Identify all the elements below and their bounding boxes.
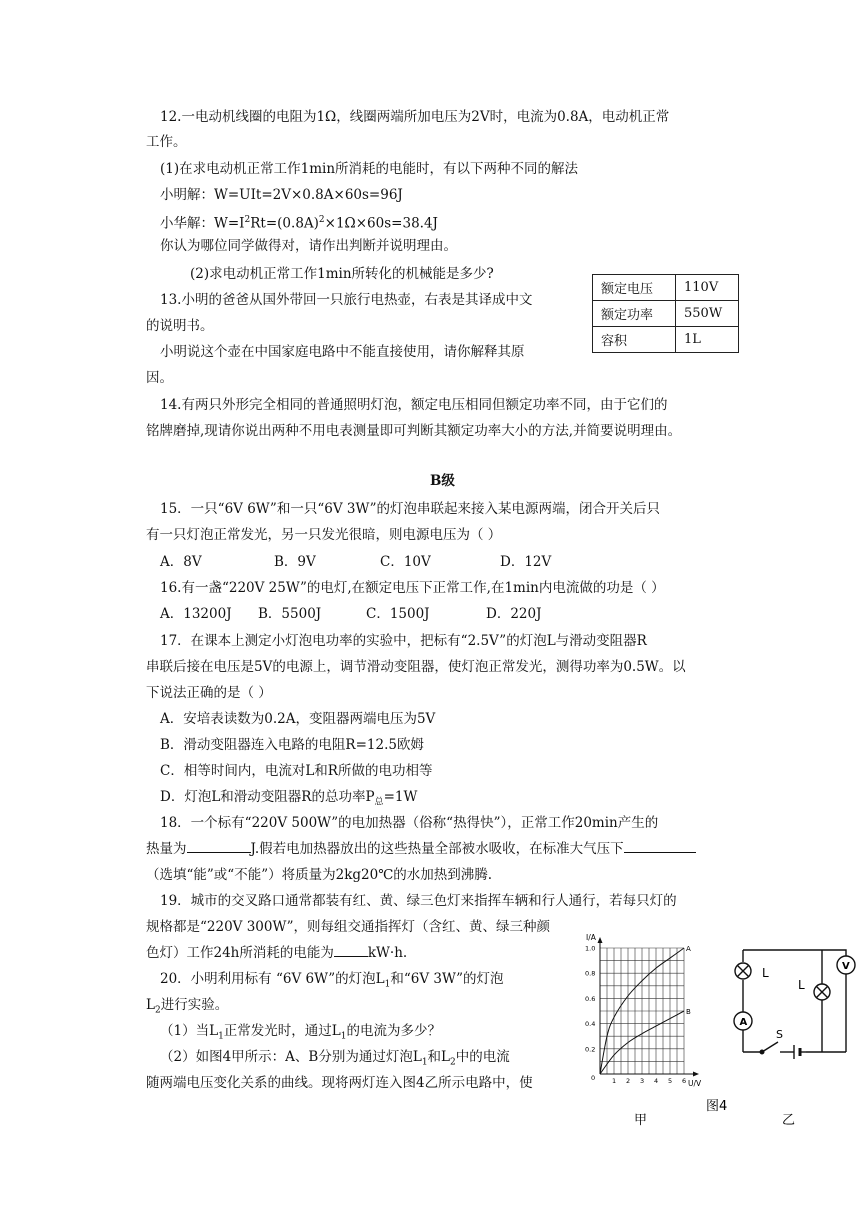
answer-blank[interactable] — [624, 840, 696, 853]
x-axis-arrow-icon — [693, 1072, 699, 1077]
x-tick-label: 5 — [668, 1077, 673, 1085]
q17-line3: 下说法正确的是（ ） — [146, 685, 272, 701]
y-tick-label: 0.8 — [585, 969, 596, 978]
voltmeter-label: V — [842, 961, 850, 972]
q18-line1: 18．一个标有“220V 500W”的电加热器（俗称“热得快”），正常工作20min产生的 — [160, 815, 659, 831]
q18-line2: 热量为 J.假若电加热器放出的这些热量全部被水吸收，在标准大气压下 — [146, 840, 696, 858]
iv-graph — [585, 933, 702, 1088]
circuit-diagram — [734, 950, 855, 1059]
q13-line3: 小明说这个壶在中国家庭电路中不能直接使用，请你解释其原 — [160, 344, 525, 360]
q15-line1: 15．一只“6V 6W”和一只“6V 3W”的灯泡串联起来接入某电源两端，闭合开关后只 — [160, 501, 660, 517]
y-tick-label: 1.0 — [585, 944, 596, 953]
switch-label: S — [776, 1028, 783, 1041]
x-axis-label: U/V — [688, 1079, 702, 1088]
y-tick-label: 0.4 — [585, 1020, 596, 1029]
q20-line1: 20．小明利用标有 “6V 6W”的灯泡$L_1$和“6V 3W”的灯泡 — [160, 971, 504, 990]
q17-line1: 17．在课本上测定小灯泡电功率的实验中，把标有“2.5V”的灯泡L与滑动变阻器R — [160, 633, 647, 649]
spec-key: 容积 — [593, 327, 676, 353]
lamp-l1-label: L — [762, 966, 769, 980]
q14-line2: 铭牌磨掉,现请你说出两种不用电表测量即可判断其额定功率大小的方法,并简要说明理由。 — [146, 423, 682, 439]
y-axis-arrow-icon — [598, 937, 603, 943]
q12-ask: 你认为哪位同学做得对，请作出判断并说明理由。 — [160, 238, 457, 254]
figure-label-jia: 甲 — [634, 1113, 648, 1128]
spec-key: 额定电压 — [593, 275, 676, 301]
q12-line2: 工作。 — [146, 134, 187, 150]
lamp-l2-label: L — [798, 978, 805, 992]
q19-line2: 规格都是“220V 300W”，则每组交通指挥灯（含红、黄、绿三种颜 — [146, 919, 551, 935]
x-tick-label: 2 — [626, 1077, 631, 1085]
q12-line1: 12.一电动机线圈的电阻为1Ω，线圈两端所加电压为2V时，电流为0.8A，电动机正常 — [160, 109, 670, 125]
y-axis-label: I/A — [586, 933, 596, 942]
figure-label-yi: 乙 — [782, 1113, 796, 1128]
q12-xiaoming-solution: 小明解：W=UIt=2V×0.8A×60s=96J — [160, 187, 403, 203]
x-tick-label: 1 — [612, 1077, 617, 1085]
q16-line1: 16.有一盏“220V 25W”的电灯,在额定电压下正常工作,在1min内电流做的功是（ ） — [160, 580, 665, 596]
q15-option-a: A．8V — [160, 554, 202, 570]
q16-option-c: C．1500J — [366, 606, 430, 622]
spec-value: 110V — [676, 275, 739, 301]
table-row — [593, 327, 739, 353]
q17-option-d: D．灯泡L和滑动变阻器R的总功率$P_总=1W$ — [160, 789, 418, 808]
q16-option-d: D．220J — [486, 606, 542, 622]
curve-b-label: B — [686, 1008, 691, 1016]
q20-part2: （2）如图4甲所示：A、B分别为通过灯泡$L_1$和$L_2$中的电流 — [160, 1049, 510, 1068]
q14-line1: 14.有两只外形完全相同的普通照明灯泡，额定电压相同但额定功率不同，由于它们的 — [160, 397, 668, 413]
curve-a-label: A — [686, 945, 691, 953]
q17-option-c: C．相等时间内，电流对L和R所做的电功相等 — [160, 763, 433, 779]
q12-part2: (2)求电动机正常工作1min所转化的机械能是多少? — [190, 266, 494, 282]
q20-part1: （1）当$L_1$正常发光时，通过$L_1$的电流为多少？ — [160, 1023, 441, 1042]
q16-option-a: A．13200J — [160, 606, 232, 622]
figure-4 — [582, 928, 860, 1130]
switch-lever — [762, 1042, 778, 1052]
q12-part1: (1)在求电动机正常工作1min所消耗的电能时，有以下两种不同的解法 — [160, 161, 579, 177]
section-title: B级 — [430, 473, 455, 489]
table-row — [593, 301, 739, 327]
x-tick-label: 3 — [640, 1077, 645, 1085]
q20-line2: $L_2$进行实验。 — [146, 997, 229, 1016]
q19-line3: 色灯）工作24h所消耗的电能为 kW·h. — [146, 945, 408, 961]
table-row — [593, 275, 739, 301]
spec-value: 1L — [676, 327, 739, 353]
y-tick-label: 0.2 — [585, 1045, 596, 1054]
q16-option-b: B．5500J — [258, 606, 322, 622]
q12-xiaohua-solution: 小华解：$W=I^2Rt=(0.8A)^2\times 1\Omega\times 60s=38.4J$ — [160, 215, 438, 232]
q19-line1: 19．城市的交叉路口通常都装有红、黄、绿三色灯来指挥车辆和行人通行，若每只灯的 — [160, 893, 677, 909]
q15-option-d: D．12V — [500, 554, 552, 570]
q18-line3: （选填“能”或“不能”）将质量为2kg20℃的水加热到沸腾. — [146, 867, 493, 883]
spec-key: 额定功率 — [593, 301, 676, 327]
q13-line1: 13.小明的爸爸从国外带回一只旅行电热壶，右表是其译成中文 — [160, 292, 533, 308]
answer-blank[interactable] — [334, 944, 368, 957]
x-tick-label: 6 — [682, 1077, 687, 1085]
q15-line2: 有一只灯泡正常发光，另一只发光很暗，则电源电压为（ ） — [146, 527, 502, 543]
q17-option-b: B．滑动变阻器连入电路的电阻R=12.5欧姆 — [160, 737, 424, 753]
q17-option-a: A．安培表读数为0.2A，变阻器两端电压为5V — [160, 711, 436, 727]
q15-option-c: C．10V — [380, 554, 431, 570]
q20-part2-line2: 随两端电压变化关系的曲线。现将两灯连入图4乙所示电路中，使 — [146, 1075, 533, 1091]
figure-caption: 图4 — [706, 1099, 728, 1114]
q13-line2: 的说明书。 — [146, 318, 214, 334]
answer-blank[interactable] — [187, 840, 251, 853]
q15-option-b: B．9V — [274, 554, 316, 570]
spec-value: 550W — [676, 301, 739, 327]
x-tick-label: 4 — [654, 1077, 659, 1085]
x-tick-label: 0 — [591, 1074, 596, 1082]
q17-line2: 串联后接在电压是5V的电源上，调节滑动变阻器，使灯泡正常发光，测得功率为0.5W。以 — [146, 659, 686, 675]
q13-line4: 因。 — [146, 370, 173, 386]
kettle-spec-table — [592, 274, 739, 353]
y-tick-label: 0.6 — [585, 994, 596, 1003]
ammeter-label: A — [739, 1017, 748, 1028]
